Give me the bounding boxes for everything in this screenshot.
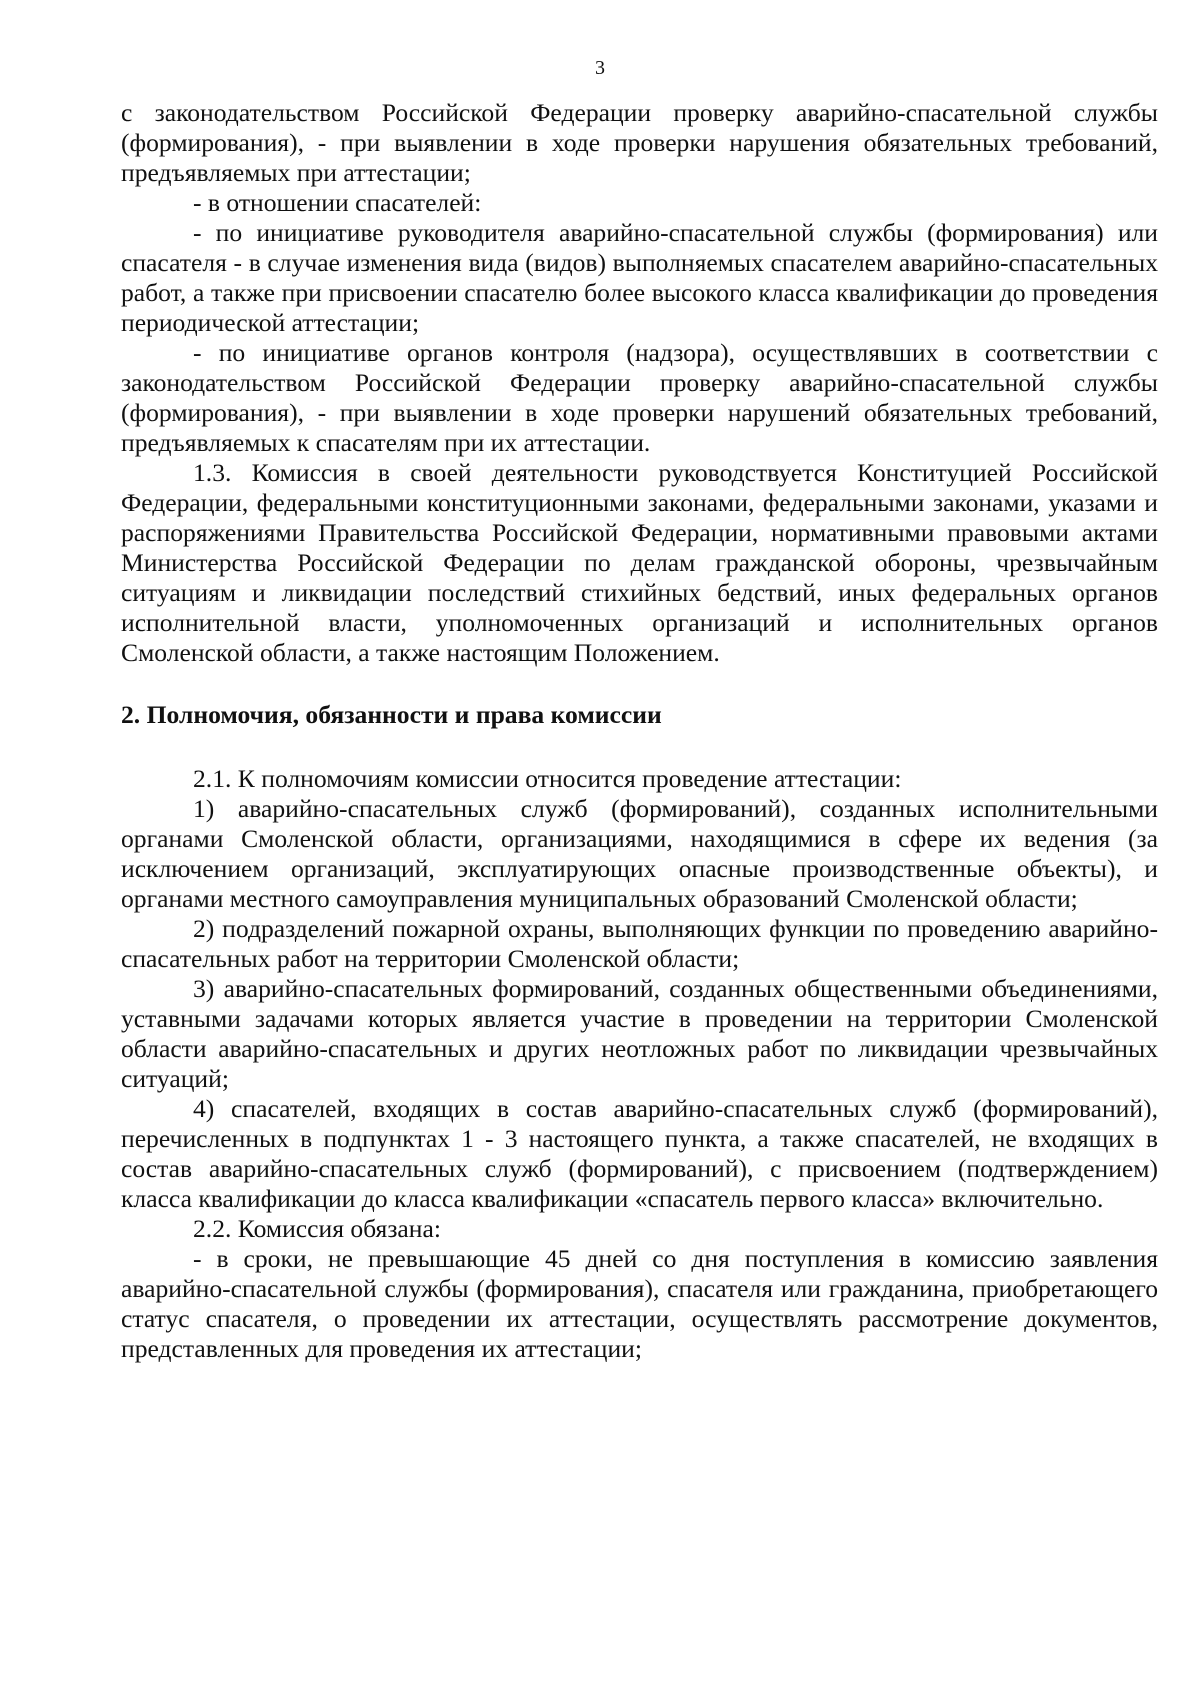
paragraph: - в отношении спасателей: xyxy=(193,188,482,217)
paragraph: 2) подразделений пожарной охраны, выполняющих функции по проведению аварийно-спасательных работ на территории Смоленской области; xyxy=(121,914,1158,973)
page-number: 3 xyxy=(595,57,605,79)
paragraph: - по инициативе руководителя аварийно-спасательной службы (формирования) или спасателя - в случае изменения вида (видов) выполняемых спасателем аварийно-спасательных работ, а также при присвоении спасателю более высокого класса квалификации до проведения периодической аттестации; xyxy=(121,218,1158,337)
paragraph: 1.3. Комиссия в своей деятельности руководствуется Конституцией Российской Федерации, федеральными конституционными законами, федеральными законами, указами и распоряжениями Правительства Российской Федерации, нормативными правовыми актами Министерства Российской Федерации по делам гражданской обороны, чрезвычайным ситуациям и ликвидации последствий стихийных бедствий, иных федеральных органов исполнительной власти, уполномоченных организаций и исполнительных органов Смоленской области, а также настоящим Положением. xyxy=(121,458,1158,667)
section-heading: 2. Полномочия, обязанности и права комиссии xyxy=(121,700,662,729)
paragraph: 2.2. Комиссия обязана: xyxy=(193,1214,441,1243)
document-body xyxy=(121,98,1158,1364)
paragraph: - в сроки, не превышающие 45 дней со дня поступления в комиссию заявления аварийно-спасательной службы (формирования), спасателя или гражданина, приобретающего статус спасателя, о проведении их аттестации, осуществлять рассмотрение документов, представленных для проведения их аттестации; xyxy=(121,1244,1158,1363)
paragraph: 2.1. К полномочиям комиссии относится проведение аттестации: xyxy=(193,764,902,793)
paragraph: 1) аварийно-спасательных служб (формирований), созданных исполнительными органами Смоленской области, организациями, находящимися в сфере их ведения (за исключением организаций, эксплуатирующих опасные производственные объекты), и органами местного самоуправления муниципальных образований Смоленской области; xyxy=(121,794,1158,913)
paragraph: 3) аварийно-спасательных формирований, созданных общественными объединениями, уставными задачами которых является участие в проведении на территории Смоленской области аварийно-спасательных и других неотложных работ по ликвидации чрезвычайных ситуаций; xyxy=(121,974,1158,1093)
paragraph: - по инициативе органов контроля (надзора), осуществлявших в соответствии с законодательством Российской Федерации проверку аварийно-спасательной службы (формирования), - при выявлении в ходе проверки нарушений обязательных требований, предъявляемых к спасателям при их аттестации. xyxy=(121,338,1158,457)
paragraph: с законодательством Российской Федерации проверку аварийно-спасательной службы (формирования), - при выявлении в ходе проверки нарушения обязательных требований, предъявляемых при аттестации; xyxy=(121,98,1158,187)
paragraph: 4) спасателей, входящих в состав аварийно-спасательных служб (формирований), перечисленных в подпунктах 1 - 3 настоящего пункта, а также спасателей, не входящих в состав аварийно-спасательных служб (формирований), с присвоением (подтверждением) класса квалификации до класса квалификации «спасатель первого класса» включительно. xyxy=(121,1094,1158,1213)
